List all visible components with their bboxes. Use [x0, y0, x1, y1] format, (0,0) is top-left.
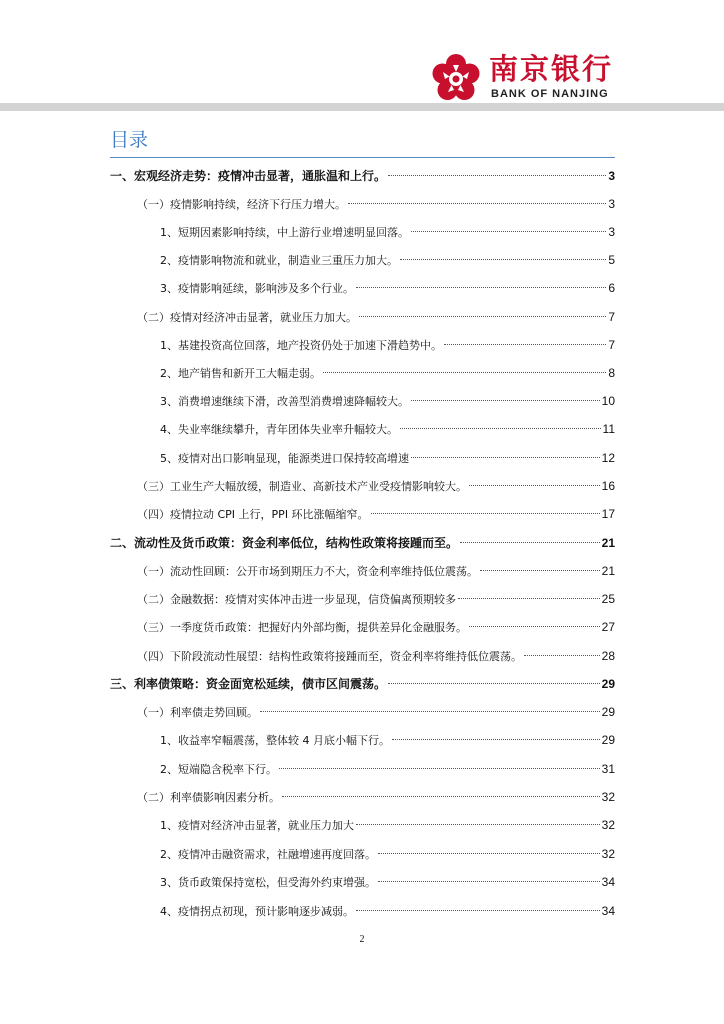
toc-entry[interactable] [110, 166, 615, 186]
toc-entry[interactable] [137, 787, 615, 807]
toc-entry-text: 1、收益率窄幅震荡，整体较 4 月底小幅下行。 [160, 734, 390, 747]
toc-leader-dots [356, 824, 600, 825]
toc-entry-text: （一）疫情影响持续，经济下行压力增大。 [137, 198, 346, 211]
toc-leader-dots [411, 231, 606, 232]
toc-leader-dots [458, 598, 600, 599]
toc-entry-page: 32 [601, 818, 615, 832]
toc-entry-page: 25 [601, 592, 615, 606]
toc-entry-text: 3、消费增速继续下滑，改善型消费增速降幅较大。 [160, 395, 409, 408]
toc-entry[interactable] [160, 872, 615, 892]
toc-entry-text: 4、疫情拐点初现，预计影响逐步减弱。 [160, 905, 354, 918]
toc-leader-dots [279, 768, 600, 769]
toc-entry-page: 21 [601, 536, 615, 550]
toc-entry-page: 28 [601, 649, 615, 663]
toc-leader-dots [371, 513, 600, 514]
toc-entry-page: 27 [601, 620, 615, 634]
toc-entry[interactable] [160, 815, 615, 835]
toc-entry-page: 8 [608, 366, 615, 380]
toc-entry[interactable] [137, 194, 615, 214]
toc-entry-page: 29 [601, 705, 615, 719]
toc-entry-page: 3 [608, 197, 615, 211]
toc-entry-page: 31 [601, 762, 615, 776]
toc-leader-dots [282, 796, 600, 797]
page-number: 2 [359, 934, 365, 945]
toc-entry[interactable] [110, 533, 615, 553]
toc-entry-page: 7 [608, 310, 615, 324]
toc-entry[interactable] [160, 222, 615, 242]
toc-entry-text: （二）利率债影响因素分析。 [137, 791, 280, 804]
toc-leader-dots [400, 428, 601, 429]
toc-leader-dots [348, 203, 606, 204]
toc-entry-text: 1、基建投资高位回落，地产投资仍处于加速下滑趋势中。 [160, 339, 442, 352]
toc-entry-page: 34 [601, 904, 615, 918]
toc-entry-text: 三、利率债策略：资金面宽松延续，债市区间震荡。 [110, 677, 387, 691]
toc-entry-page: 32 [601, 847, 615, 861]
toc-entry-text: （一）利率债走势回顾。 [137, 706, 258, 719]
toc-title-underline [110, 157, 615, 158]
toc-entry-text: 5、疫情对出口影响显现，能源类进口保持较高增速 [160, 452, 409, 465]
toc-entry[interactable] [137, 646, 615, 666]
toc-leader-dots [524, 655, 600, 656]
toc-leader-dots [323, 372, 606, 373]
toc-entry[interactable] [137, 476, 615, 496]
toc-entry-text: （三）工业生产大幅放缓，制造业、高新技术产业受疫情影响较大。 [137, 480, 467, 493]
toc-entry-page: 32 [601, 790, 615, 804]
bank-emblem-icon [430, 52, 482, 104]
toc-entry[interactable] [160, 419, 615, 439]
toc-leader-dots [411, 457, 600, 458]
toc-leader-dots [356, 910, 600, 911]
brand-logo [430, 50, 620, 105]
header-divider-bar [0, 103, 724, 111]
toc-leader-dots [480, 570, 600, 571]
toc-entry[interactable] [137, 617, 615, 637]
toc-entry-page: 34 [601, 875, 615, 889]
toc-entry[interactable] [137, 561, 615, 581]
toc-leader-dots [460, 542, 600, 543]
toc-entry[interactable] [160, 391, 615, 411]
toc-entry-text: （二）金融数据：疫情对实体冲击进一步显现，信贷偏离预期较多 [137, 593, 456, 606]
toc-entry-text: （三）一季度货币政策：把握好内外部均衡，提供差异化金融服务。 [137, 621, 467, 634]
toc-entry-text: 1、短期因素影响持续，中上游行业增速明显回落。 [160, 226, 409, 239]
toc-entry[interactable] [160, 335, 615, 355]
toc-leader-dots [260, 711, 600, 712]
toc-entry[interactable] [137, 702, 615, 722]
toc-entry-text: 二、流动性及货币政策：资金利率低位，结构性政策将接踵而至。 [110, 536, 459, 550]
toc-entry[interactable] [160, 730, 615, 750]
toc-entry-text: 3、疫情影响延续，影响涉及多个行业。 [160, 282, 354, 295]
toc-entry-page: 17 [601, 507, 615, 521]
toc-leader-dots [469, 626, 600, 627]
toc-entry-page: 16 [601, 479, 615, 493]
toc-leader-dots [378, 881, 600, 882]
toc-entry-page: 3 [608, 169, 615, 183]
toc-leader-dots [411, 400, 600, 401]
toc-entry-page: 21 [601, 564, 615, 578]
toc-entry-text: （四）下阶段流动性展望：结构性政策将接踵而至，资金利率将维持低位震荡。 [137, 650, 522, 663]
toc-entry[interactable] [137, 504, 615, 524]
toc-entry-page: 7 [608, 338, 615, 352]
toc-leader-dots [388, 175, 606, 176]
toc-leader-dots [359, 316, 606, 317]
toc-entry-text: 4、失业率继续攀升，青年团体失业率升幅较大。 [160, 423, 398, 436]
bank-name-cn: 南京银行 [489, 52, 614, 86]
toc-entry-text: （二）疫情对经济冲击显著，就业压力加大。 [137, 311, 357, 324]
toc-entry[interactable] [160, 759, 615, 779]
toc-entry-page: 10 [601, 394, 615, 408]
toc-leader-dots [444, 344, 606, 345]
toc-entry[interactable] [110, 674, 615, 694]
toc-entry[interactable] [160, 250, 615, 270]
toc-entry-page: 29 [601, 677, 615, 691]
toc-entry-page: 29 [601, 733, 615, 747]
toc-entry-page: 6 [608, 281, 615, 295]
toc-leader-dots [400, 259, 606, 260]
toc-entry-text: 2、疫情冲击融资需求，社融增速再度回落。 [160, 848, 376, 861]
toc-entry-page: 12 [601, 451, 615, 465]
toc-entry-text: 一、宏观经济走势：疫情冲击显著，通胀温和上行。 [110, 169, 387, 183]
toc-entry-text: 2、地产销售和新开工大幅走弱。 [160, 367, 321, 380]
toc-entry-page: 5 [608, 253, 615, 267]
toc-leader-dots [356, 287, 606, 288]
toc-entry-text: 3、货币政策保持宽松，但受海外约束增强。 [160, 876, 376, 889]
toc-entry[interactable] [160, 901, 615, 921]
toc-entry[interactable] [160, 278, 615, 298]
toc-title: 目录 [110, 129, 149, 151]
toc-leader-dots [388, 683, 600, 684]
toc-entry[interactable] [137, 589, 615, 609]
toc-entry-text: 2、疫情影响物流和就业，制造业三重压力加大。 [160, 254, 398, 267]
toc-leader-dots [469, 485, 600, 486]
toc-entry[interactable] [137, 307, 615, 327]
toc-entry-page: 3 [608, 225, 615, 239]
toc-entry-page: 11 [602, 422, 615, 436]
bank-name-en: BANK OF NANJING [491, 88, 609, 100]
toc-leader-dots [392, 739, 600, 740]
toc-entry[interactable] [160, 448, 615, 468]
toc-entry-text: 1、疫情对经济冲击显著，就业压力加大 [160, 819, 354, 832]
toc-leader-dots [378, 853, 600, 854]
toc-entry-text: （一）流动性回顾：公开市场到期压力不大，资金利率维持低位震荡。 [137, 565, 478, 578]
toc-entry[interactable] [160, 844, 615, 864]
toc-entry-text: （四）疫情拉动 CPI 上行，PPI 环比涨幅缩窄。 [137, 508, 369, 521]
toc-entry-text: 2、短端隐含税率下行。 [160, 763, 277, 776]
toc-entry[interactable] [160, 363, 615, 383]
